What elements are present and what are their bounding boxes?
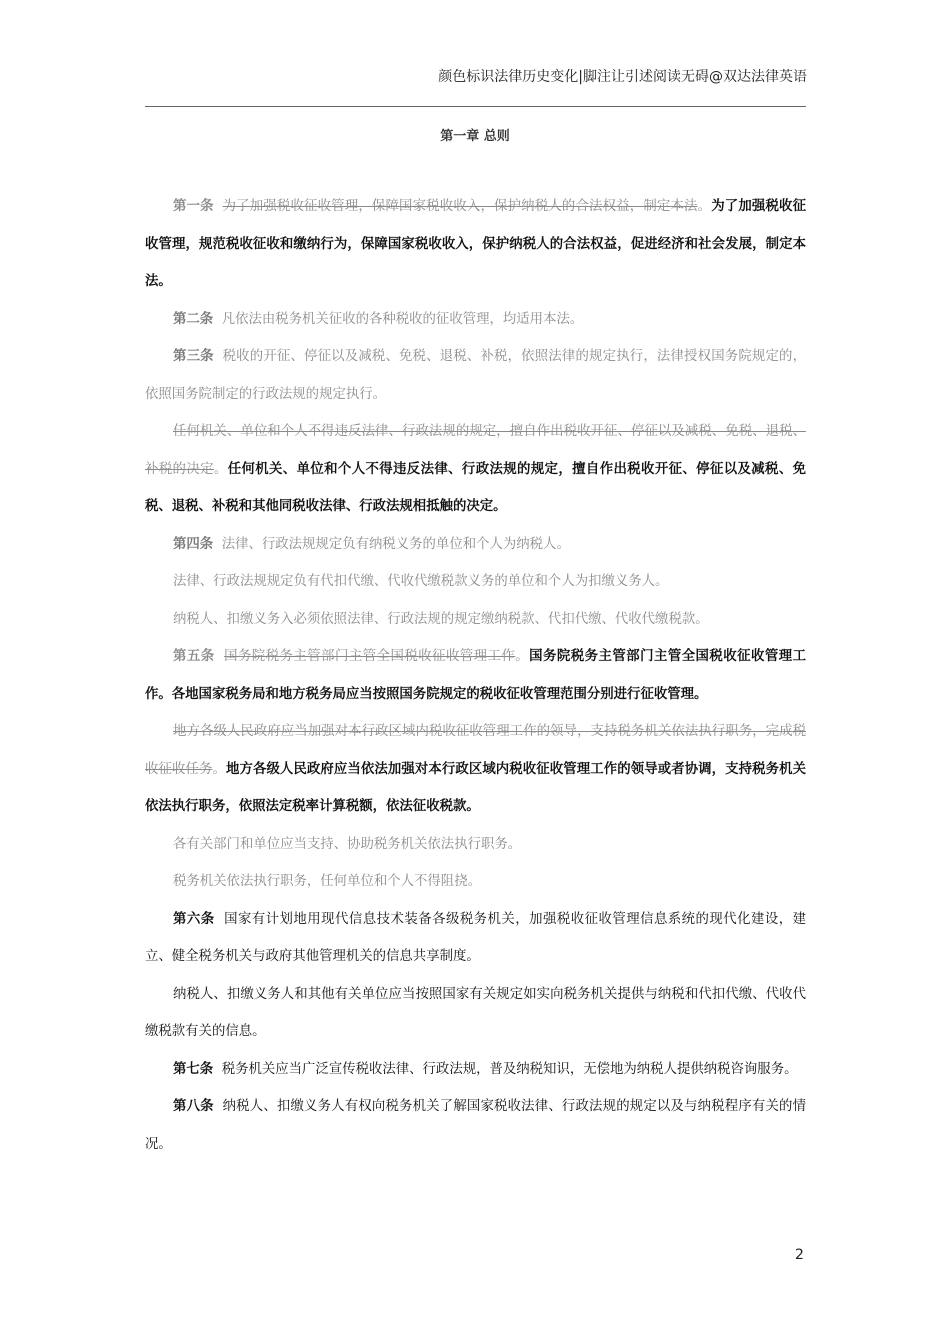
- article-1-deleted-text: 为了加强税收征收管理，保障国家税收收入，保护纳税人的合法权益，制定本法: [222, 199, 698, 214]
- article-5-added-text: 国务院税务主管部门主管全国税收征收管理工作。各地国家税务局和地方税务局应当按照国务院规定的税收征收管理范围分别进行征收管理。: [145, 649, 807, 702]
- chapter-title: 第一章 总则: [440, 129, 510, 144]
- article-5-label: 第五条: [173, 649, 215, 664]
- article-1-label: 第一条: [173, 199, 214, 214]
- article-5-p2-period: 。: [212, 761, 226, 777]
- article-3-p2-period: 。: [213, 461, 228, 477]
- article-3-p2-deleted-text: 任何机关、单位和个人不得违反法律、行政法规的规定，擅自作出税收开征、停征以及减税、免税、退税、补税的决定: [145, 424, 806, 477]
- article-7-label: 第七条: [173, 1061, 214, 1077]
- article-2-label: 第二条: [173, 311, 214, 327]
- article-5-deleted-text: 国务院税务主管部门主管全国税收征收管理工作: [224, 649, 516, 664]
- article-6-label: 第六条: [173, 911, 215, 927]
- article-5-paragraph-3: 各有关部门和单位应当支持、协助税务机关依法执行职务。: [173, 836, 522, 852]
- article-1-added-text: 为了加强税收征收管理，规范税收征收和缴纳行为，保障国家税收收入，保护纳税人的合法权益，促进经济和社会发展，制定本法。: [145, 199, 807, 289]
- document-body: [145, 188, 806, 1163]
- article-6-text: 国家有计划地用现代信息技术装备各级税务机关，加强税收征收管理信息系统的现代化建设，建立、健全税务机关与政府其他管理机关的信息共享制度。: [145, 911, 807, 964]
- page-header: 颜色标识法律历史变化|脚注让引述阅读无碍@双达法律英语: [438, 69, 807, 85]
- article-5: [145, 638, 806, 713]
- article-1: [145, 188, 806, 301]
- article-3-paragraph-2: [145, 413, 806, 526]
- article-2-text: 凡依法由税务机关征收的各种税收的征收管理，均适用本法。: [221, 311, 584, 327]
- article-5-p2-added-text: 地方各级人民政府应当依法加强对本行政区域内税收征收管理工作的领导或者协调，支持税务机关依法执行职务，依照法定税率计算税额，依法征收税款。: [145, 761, 807, 814]
- article-8-label: 第八条: [173, 1099, 214, 1114]
- article-4-paragraph-2: 法律、行政法规规定负有代扣代缴、代收代缴税款义务的单位和个人为扣缴义务人。: [173, 574, 669, 589]
- article-8-text: 纳税人、扣缴义务人有权向税务机关了解国家税收法律、行政法规的规定以及与纳税程序有关的情况。: [145, 1099, 807, 1152]
- article-4-paragraph-3: 纳税人、扣缴义务入必须依照法律、行政法规的规定缴纳税款、代扣代缴、代收代缴税款。: [173, 611, 709, 627]
- article-4: [145, 526, 806, 564]
- article-3-text: 税收的开征、停征以及减税、免税、退税、补税，依照法律的规定执行，法律授权国务院规定的，依照国务院制定的行政法规的规定执行。: [145, 349, 807, 402]
- article-7-text: 税务机关应当广泛宣传税收法律、行政法规，普及纳税知识，无偿地为纳税人提供纳税咨询服务。: [221, 1061, 798, 1077]
- article-6-paragraph-2: 纳税人、扣缴义务人和其他有关单位应当按照国家有关规定如实向税务机关提供与纳税和代扣代缴、代收代缴税款有关的信息。: [145, 986, 806, 1039]
- article-4-text: 法律、行政法规规定负有纳税义务的单位和个人为纳税人。: [221, 536, 570, 552]
- article-5-period: 。: [515, 649, 530, 664]
- article-2: [145, 301, 806, 339]
- article-3: [145, 338, 806, 413]
- article-3-p2-added-text: 任何机关、单位和个人不得违反法律、行政法规的规定，擅自作出税收开征、停征以及减税、免税、退税、补税和其他同税收法律、行政法规相抵触的决定。: [145, 461, 807, 514]
- article-5-paragraph-2: [145, 713, 806, 826]
- article-3-label: 第三条: [173, 349, 214, 364]
- article-5-p2-deleted-text: 地方各级人民政府应当加强对本行政区域内税收征收管理工作的领导，支持税务机关依法执行职务，完成税收征收任务: [145, 724, 806, 777]
- article-6: [145, 901, 806, 976]
- article-5-paragraph-4: 税务机关依法执行职务，任何单位和个人不得阻挠。: [173, 874, 481, 889]
- article-1-period: 。: [697, 199, 712, 214]
- article-4-label: 第四条: [173, 536, 214, 552]
- page-number: 2: [795, 1247, 804, 1263]
- article-7: [145, 1051, 806, 1089]
- header-rule: [145, 106, 806, 107]
- article-8: [145, 1088, 806, 1163]
